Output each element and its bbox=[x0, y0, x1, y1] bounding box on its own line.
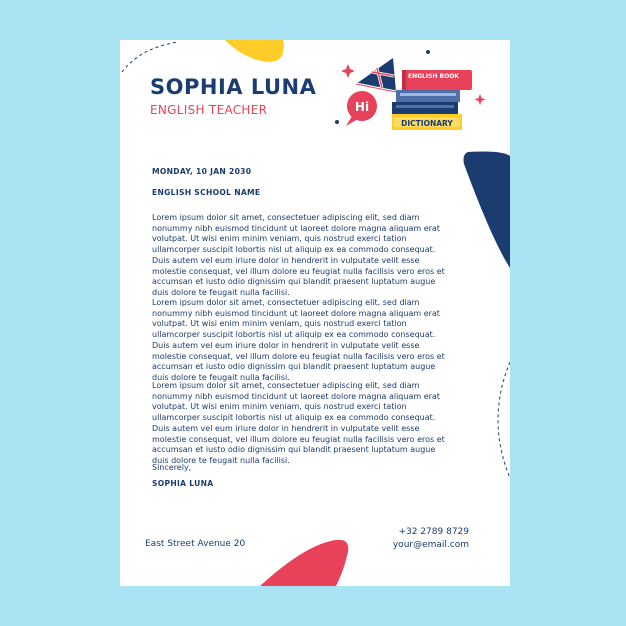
footer-address: East Street Avenue 20 bbox=[145, 539, 246, 549]
speech-bubble-text: Hi bbox=[354, 100, 370, 114]
uk-flag-icon bbox=[356, 58, 396, 92]
signature-name: SOPHIA LUNA bbox=[152, 479, 214, 488]
navy-triangle-shape bbox=[462, 150, 510, 270]
yellow-blob-shape bbox=[225, 40, 285, 64]
speech-bubble-icon bbox=[346, 91, 377, 126]
book-top-title: ENGLISH BOOK bbox=[408, 73, 459, 80]
recipient-name: ENGLISH SCHOOL NAME bbox=[152, 188, 261, 197]
red-triangle-shape bbox=[256, 538, 352, 586]
books-stack-icon bbox=[392, 70, 472, 130]
top-left-dashed-arc bbox=[120, 40, 180, 80]
teacher-name: SOPHIA LUNA bbox=[150, 75, 317, 99]
right-dashed-arc bbox=[492, 360, 510, 480]
letter-closing: Sincerely, bbox=[152, 463, 192, 472]
body-paragraph-3: Lorem ipsum dolor sit amet, consectetuer adipiscing elit, sed diam nonummy nibh euismod tincidunt ut laoreet dolore magna aliquam erat volutpat. Ut wisi enim minim veniam, quis nostrud exerci tation ullamcorper suscipit lobortis nisl ut aliquip ex ea commodo consequat. Duis autem vel eum iriure dolor in hendrerit in vulputate velit esse molestie consequat, vel illum dolore eu feugiat nulla facilisis vero eros et accumsan et iusto odio dignissim qui blandit praesent luptatum augue duis dolore te feugait nulla facilisi. bbox=[152, 381, 445, 465]
letterhead-page bbox=[120, 40, 510, 586]
body-paragraph-2: Lorem ipsum dolor sit amet, consectetuer adipiscing elit, sed diam nonummy nibh euismod tincidunt ut laoreet dolore magna aliquam erat volutpat. Ut wisi enim minim veniam, quis nostrud exerci tation ullamcorper suscipit lobortis nisl ut aliquip ex ea commodo consequat. Duis autem vel eum iriure dolor in hendrerit in vulputate velit esse molestie consequat, vel illum dolore eu feugiat nulla facilisis vero eros et accumsan et iusto odio dignissim qui blandit praesent luptatum augue duis dolore te feugait nulla facilisi. bbox=[152, 298, 445, 382]
footer-email: your@email.com bbox=[392, 540, 469, 550]
sparkle-icon bbox=[341, 64, 355, 78]
body-paragraph-1: Lorem ipsum dolor sit amet, consectetuer adipiscing elit, sed diam nonummy nibh euismod tincidunt ut laoreet dolore magna aliquam erat volutpat. Ut wisi enim minim veniam, quis nostrud exerci tation ullamcorper suscipit lobortis nisl ut aliquip ex ea commodo consequat. Duis autem vel eum iriure dolor in hendrerit in vulputate velit esse molestie consequat, vel illum dolore eu feugiat nulla facilisis vero eros et accumsan et iusto odio dignissim qui blandit praesent luptatum augue duis dolore te feugait nulla facilisi. bbox=[152, 213, 445, 297]
book-bottom-title: DICTIONARY bbox=[401, 119, 453, 128]
dot-icon bbox=[335, 120, 339, 124]
footer-phone: +32 2789 8729 bbox=[398, 527, 469, 537]
letter-date: MONDAY, 10 JAN 2030 bbox=[152, 167, 252, 176]
sparkle-icon bbox=[475, 94, 486, 105]
teacher-role: ENGLISH TEACHER bbox=[150, 103, 268, 117]
english-illustration bbox=[332, 46, 502, 132]
dot-icon bbox=[426, 50, 430, 54]
